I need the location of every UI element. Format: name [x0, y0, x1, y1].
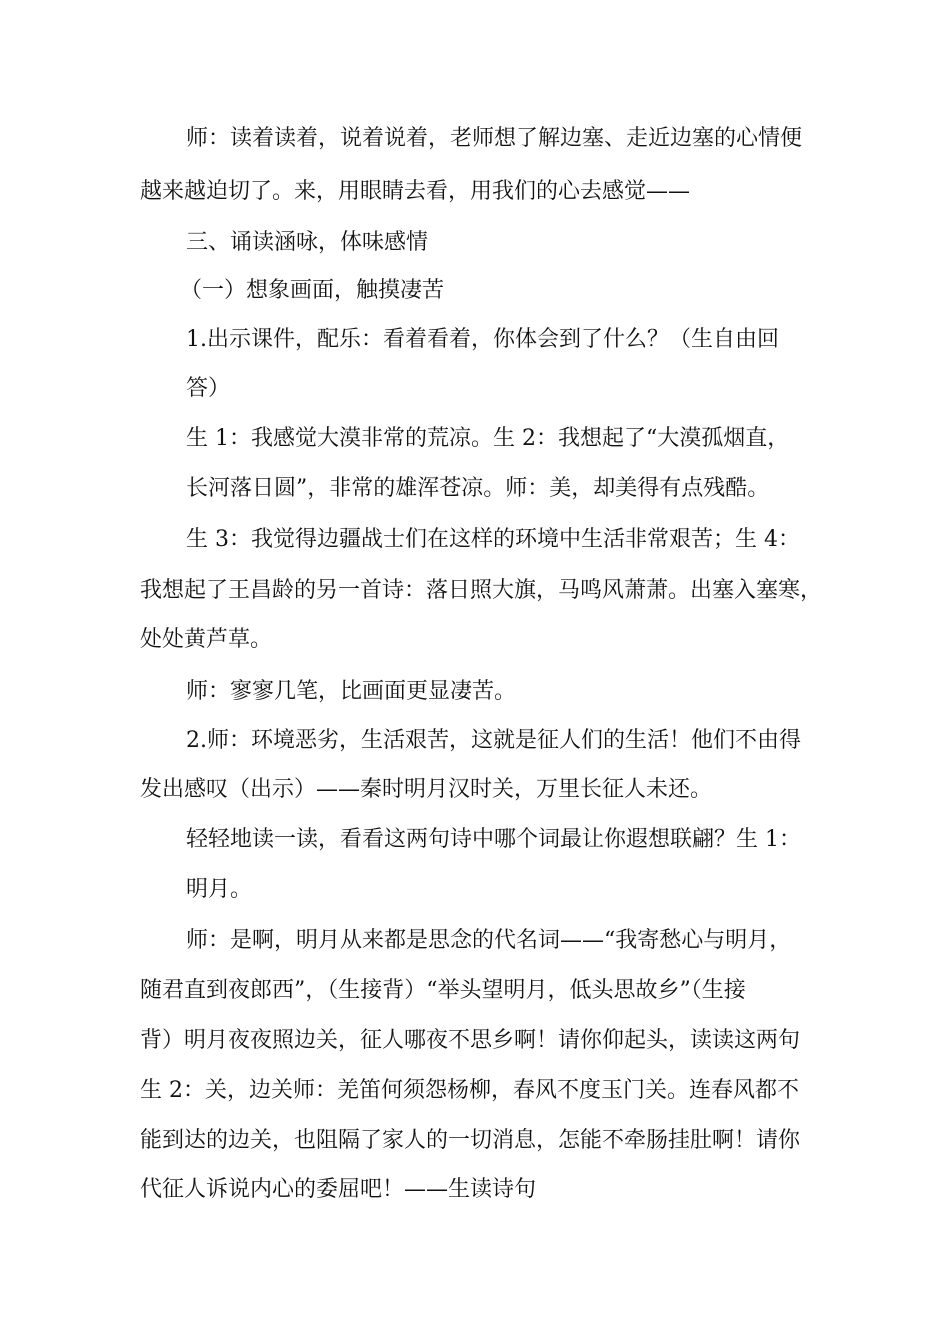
paragraph-line-17: 师：是啊，明月从来都是思念的代名词——“我寄愁心与明月， — [186, 928, 792, 953]
paragraph-line-19: 背）明月夜夜照边关，征人哪夜不思乡啊！请你仰起头，读读这两句 — [140, 1028, 801, 1053]
paragraph-line-12: 师：寥寥几笔，比画面更显凄苦。 — [186, 679, 517, 704]
paragraph-line-7: 生 1：我感觉大漠非常的荒凉。生 2：我想起了“大漠孤烟直， — [186, 426, 790, 451]
paragraph-line-18: 随君直到夜郎西”，（生接背）“举头望明月，低头思故乡”（生接 — [140, 978, 746, 1003]
paragraph-line-14: 发出感叹（出示）——秦时明月汉时关，万里长征人未还。 — [140, 777, 713, 802]
paragraph-line-13: 2.师：环境恶劣，生活艰苦，这就是征人们的生活！他们不由得 — [186, 728, 801, 753]
paragraph-line-11: 处处黄芦草。 — [140, 627, 273, 652]
paragraph-line-6: 答） — [186, 376, 231, 401]
section-heading: 三、诵读涵咏，体味感情 — [186, 230, 429, 255]
paragraph-line-5: 1.出示课件，配乐：看着看着，你体会到了什么？（生自由回 — [186, 327, 779, 352]
paragraph-line-2: 越来越迫切了。来，用眼睛去看，用我们的心去感觉—— — [140, 179, 691, 204]
paragraph-line-10: 我想起了王昌龄的另一首诗：落日照大旗，马鸣风萧萧。出塞入塞寒， — [140, 578, 823, 603]
paragraph-line-15: 轻轻地读一读，看看这两句诗中哪个词最让你遐想联翩？生 1： — [186, 827, 801, 852]
paragraph-line-21: 能到达的边关，也阻隔了家人的一切消息，怎能不牵肠挂肚啊！请你 — [140, 1128, 801, 1153]
subsection-heading: （一）想象画面，触摸凄苦 — [180, 278, 445, 303]
paragraph-line-8: 长河落日圆”，非常的雄浑苍凉。师：美，却美得有点残酷。 — [186, 476, 770, 501]
paragraph-line-1: 师：读着读着，说着说着，老师想了解边塞、走近边塞的心情便 — [186, 126, 803, 151]
paragraph-line-22: 代征人诉说内心的委屈吧！——生读诗句 — [140, 1177, 537, 1202]
paragraph-line-20: 生 2：关，边关师：羌笛何须怨杨柳，春风不度玉门关。连春风都不 — [140, 1078, 799, 1103]
paragraph-line-16: 明月。 — [186, 877, 253, 902]
paragraph-line-9: 生 3：我觉得边疆战士们在这样的环境中生活非常艰苦；生 4： — [186, 527, 800, 552]
